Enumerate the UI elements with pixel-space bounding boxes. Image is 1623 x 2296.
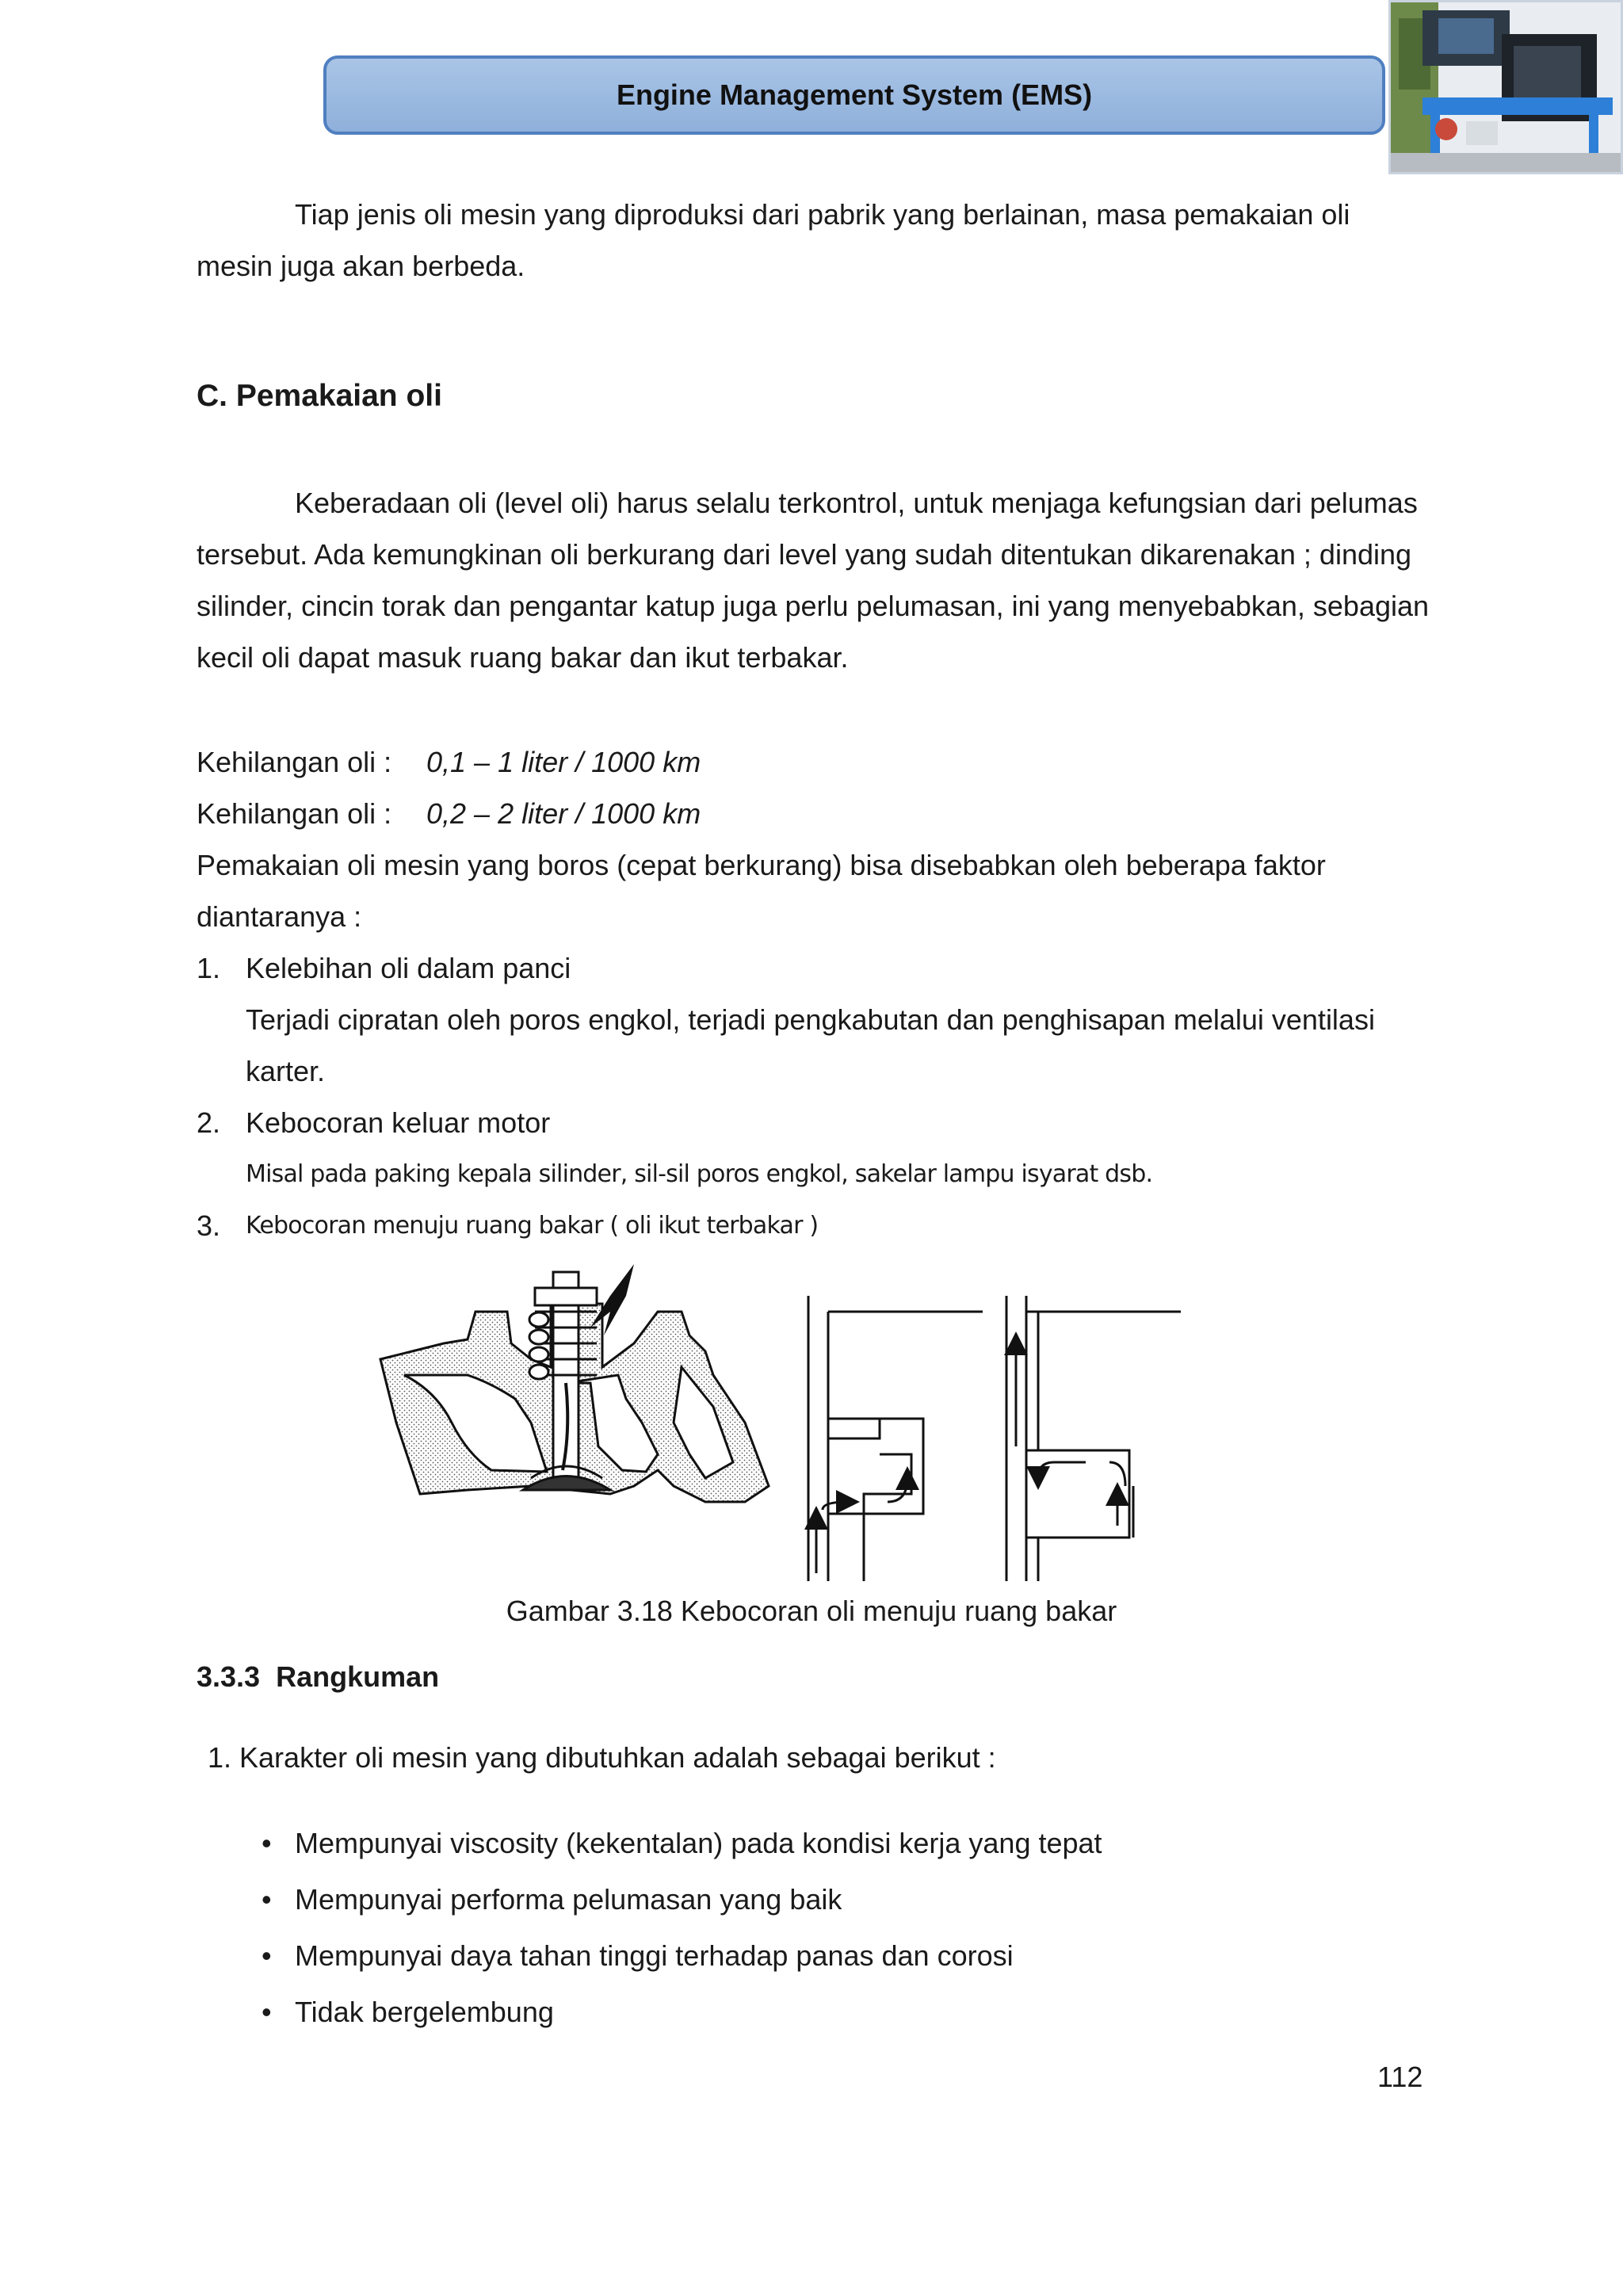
bullet-item bbox=[197, 1815, 1433, 1871]
bullet-item bbox=[197, 1984, 1433, 2040]
factor-detail: Misal pada paking kepala silinder, sil-sil poros engkol, sakelar lampu isyarat dsb. bbox=[246, 1160, 1153, 1188]
figure-caption: Gambar 3.18 Kebocoran oli menuju ruang bakar bbox=[506, 1595, 1117, 1627]
oil-loss-value: 0,2 – 2 liter / 1000 km bbox=[426, 797, 701, 830]
factor-title: Kebocoran keluar motor bbox=[246, 1106, 551, 1139]
summary-heading-number: 3.3.3 bbox=[197, 1660, 261, 1693]
factor-detail: Terjadi cipratan oleh poros engkol, terjadi pengkabutan dan penghisapan melalui ventilasi karter. bbox=[246, 1003, 1375, 1087]
bullet-dot-icon: • bbox=[262, 1883, 272, 1916]
page-number: 112 bbox=[1377, 2061, 1423, 2093]
bullet-dot-icon: • bbox=[262, 1939, 272, 1972]
header-title: Engine Management System (EMS) bbox=[616, 78, 1093, 111]
oil-loss-row bbox=[197, 736, 1433, 788]
engine-trainer-photo bbox=[1388, 0, 1623, 174]
oil-loss-row bbox=[197, 788, 1433, 839]
bullet-item bbox=[197, 1927, 1433, 1984]
factor-item bbox=[197, 1200, 1433, 1251]
factor-number: 3. bbox=[197, 1209, 221, 1242]
factor-title: Kelebihan oli dalam panci bbox=[246, 952, 571, 984]
section-heading: C. Pemakaian oli bbox=[197, 379, 442, 413]
bullet-text: Mempunyai daya tahan tinggi terhadap panas dan corosi bbox=[295, 1939, 1014, 1972]
header-banner bbox=[323, 55, 1385, 135]
intro-paragraph: Tiap jenis oli mesin yang diproduksi dari pabrik yang berlainan, masa pemakaian oli mesin juga akan berbeda. bbox=[197, 198, 1350, 282]
factor-item bbox=[197, 942, 1433, 1097]
bullet-dot-icon: • bbox=[262, 1996, 272, 2028]
summary-heading bbox=[197, 1660, 1433, 1694]
oil-loss-value: 0,1 – 1 liter / 1000 km bbox=[426, 746, 701, 778]
oil-loss-label: Kehilangan oli : bbox=[197, 797, 392, 830]
section-paragraph: Keberadaan oli (level oli) harus selalu terkontrol, untuk menjaga kefungsian dari pelumas tersebut. Ada kemungkinan oli berkurang dari level yang sudah ditentukan dikarenakan ; dinding silinder, cincin torak dan pengantar katup juga perlu pelumasan, ini yang menyebabkan, sebagian kecil oli dapat masuk ruang bakar dan ikut terbakar. bbox=[197, 487, 1430, 674]
bullet-item bbox=[197, 1871, 1433, 1927]
bullet-text: Mempunyai viscosity (kekentalan) pada kondisi kerja yang tepat bbox=[295, 1827, 1102, 1859]
summary-item: 1. Karakter oli mesin yang dibutuhkan adalah sebagai berikut : bbox=[208, 1741, 996, 1774]
oil-loss-label: Kehilangan oli : bbox=[197, 746, 392, 778]
bullet-dot-icon: • bbox=[262, 1827, 272, 1859]
leakage-flow-diagram-left bbox=[808, 1296, 983, 1581]
bullet-text: Mempunyai performa pelumasan yang baik bbox=[295, 1883, 842, 1916]
factor-number: 1. bbox=[197, 952, 221, 984]
summary-heading-title: Rangkuman bbox=[276, 1660, 440, 1693]
factor-number: 2. bbox=[197, 1106, 221, 1139]
factors-intro: Pemakaian oli mesin yang boros (cepat berkurang) bisa disebabkan oleh beberapa faktor diantaranya : bbox=[197, 849, 1326, 933]
oil-leak-figure bbox=[372, 1264, 1212, 1593]
factor-item bbox=[197, 1097, 1433, 1200]
factor-title: Kebocoran menuju ruang bakar ( oli ikut terbakar ) bbox=[246, 1212, 819, 1240]
leakage-flow-diagram-right bbox=[1006, 1296, 1181, 1581]
bullet-text: Tidak bergelembung bbox=[295, 1996, 554, 2028]
